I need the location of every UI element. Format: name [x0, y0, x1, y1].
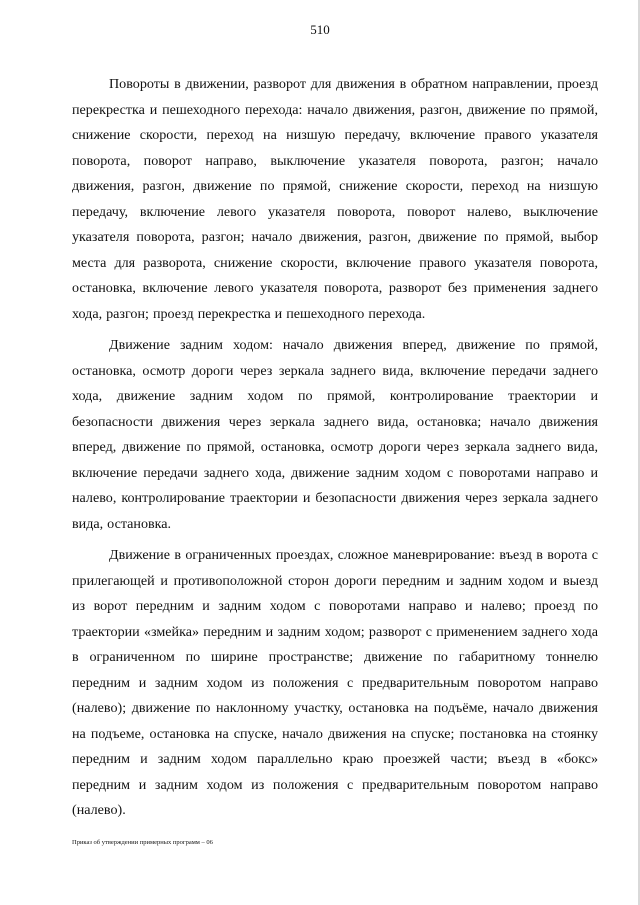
footer-note: Приказ об утверждении примерных программ – 06: [72, 839, 213, 846]
paragraph-reverse: Движение задним ходом: начало движения вперед, движение по прямой, остановка, осмотр дороги через зеркала заднего вида, включение передачи заднего хода, движение задним ходом по прямой, контролирование траектории и безопасности движения через зеркала заднего вида, остановка; начало движения вперед, движение по прямой, остановка, осмотр дороги через зеркала заднего вида, включение передачи заднего хода, движение задним ходом с поворотами направо и налево, контролирование траектории и безопасности движения через зеркала заднего вида, остановка.: [72, 337, 598, 532]
page-number: 510: [310, 22, 330, 37]
paragraph-maneuvering: Движение в ограниченных проездах, сложное маневрирование: въезд в ворота с прилегающей и противоположной сторон дороги передним и задним ходом и выезд из ворот передним и задним ходом с поворотами направо и налево; проезд по траектории «змейка» передним и задним ходом; разворот с применением заднего хода в ограниченном по ширине пространстве; движение по габаритному тоннелю передним и задним ходом из положения с предварительным поворотом направо (налево); движение по наклонному участку, остановка на подъёме, начало движения на подъеме, остановка на спуске, начало движения на спуске; постановка на стоянку передним и задним ходом параллельно краю проезжей части; въезд в «бокс» передним и задним ходом из положения с предварительным поворотом направо (налево).: [72, 547, 598, 818]
document-body: [72, 72, 598, 830]
paragraph-turns: Повороты в движении, разворот для движения в обратном направлении, проезд перекрестка и пешеходного перехода: начало движения, разгон, движение по прямой, снижение скорости, переход на низшую передачу, включение правого указателя поворота, поворот направо, выключение указателя поворота, разгон; начало движения, разгон, движение по прямой, снижение скорости, переход на низшую передачу, включение левого указателя поворота, поворот налево, выключение указателя поворота, разгон; начало движения, разгон, движение по прямой, выбор места для разворота, снижение скорости, включение правого указателя поворота, остановка, включение левого указателя поворота, разворот без применения заднего хода, разгон; проезд перекрестка и пешеходного перехода.: [72, 76, 598, 322]
